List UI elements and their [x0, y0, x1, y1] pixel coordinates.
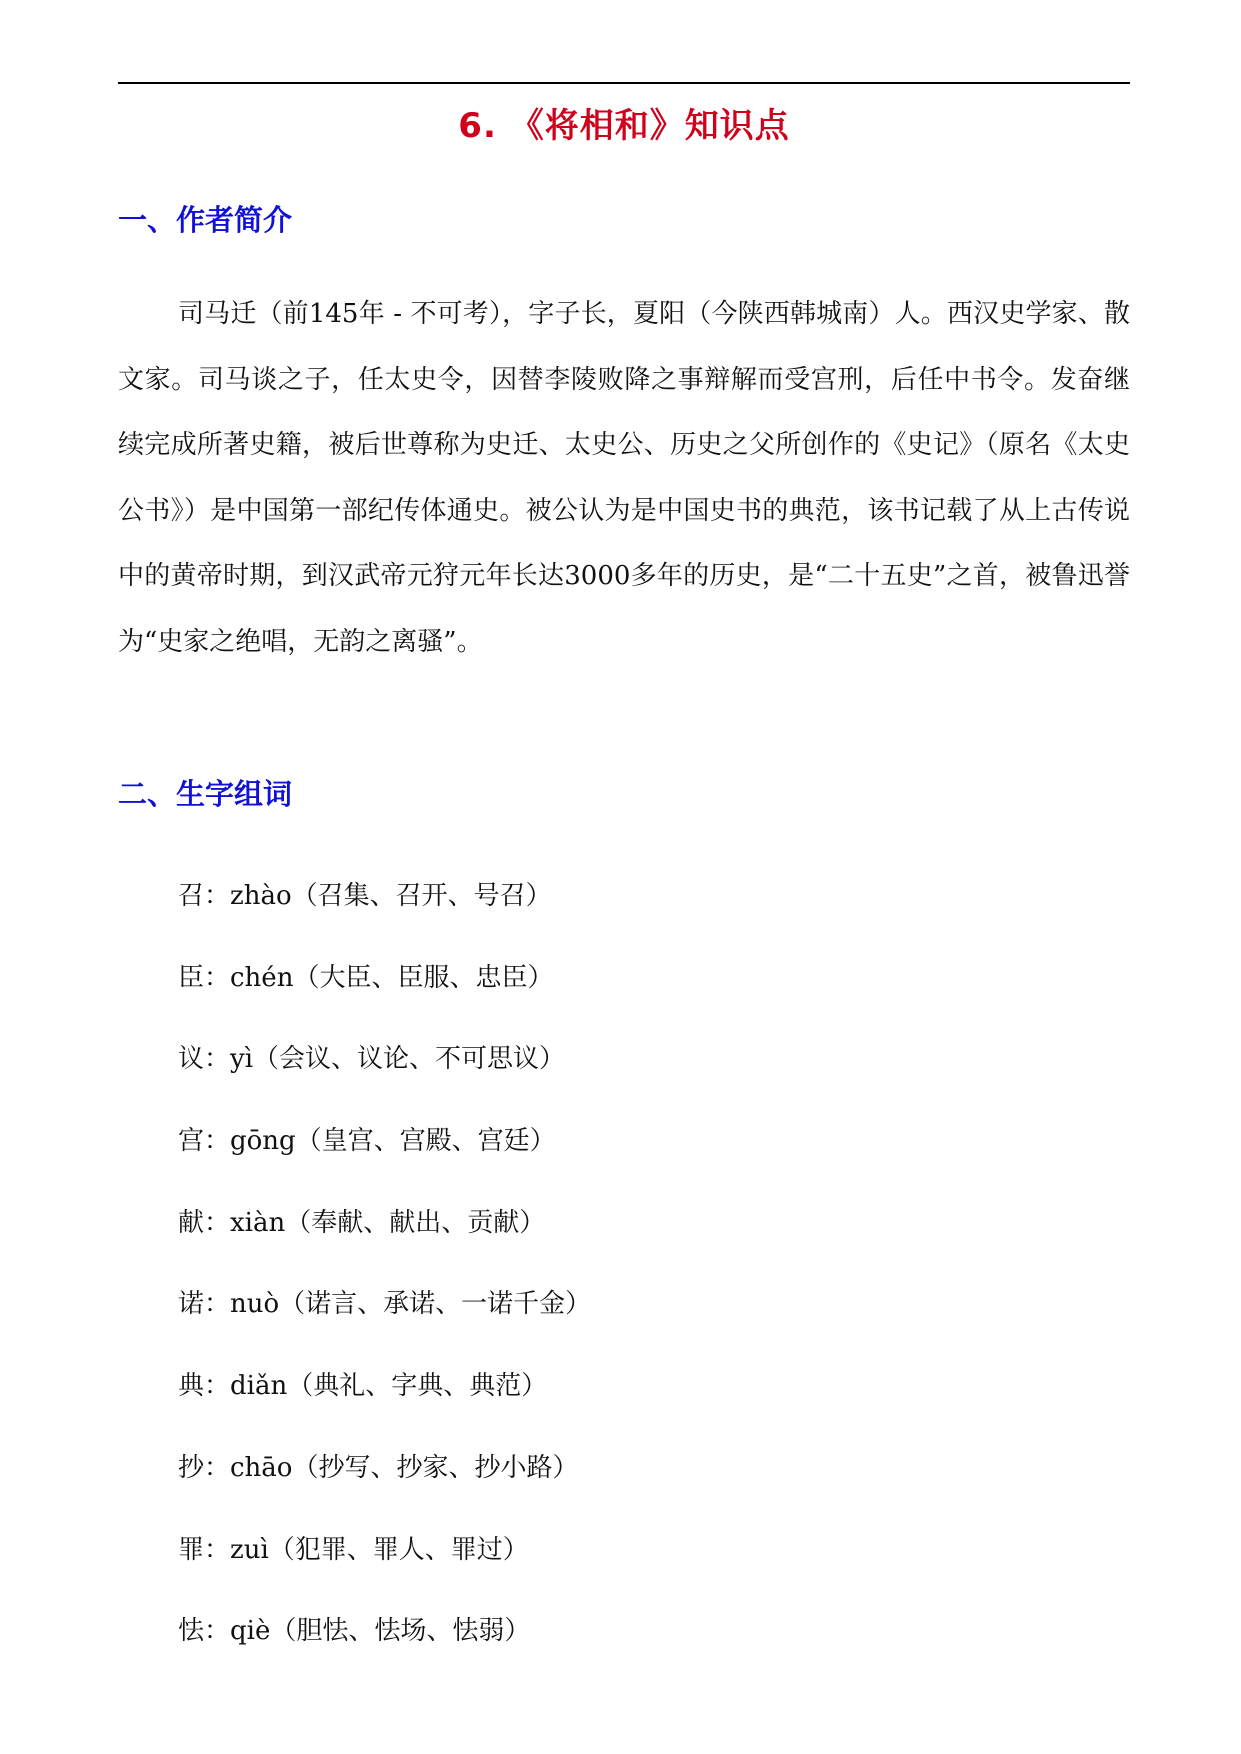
- vocab-item-xian: 献：xiàn（奉献、献出、贡献）: [178, 1207, 546, 1238]
- section-heading-author: 一、作者简介: [118, 203, 293, 237]
- page-title: 6. 《将相和》知识点: [458, 106, 790, 146]
- vocab-item-gong: 宫：gōng（皇宫、宫殿、宫廷）: [178, 1126, 556, 1157]
- section-heading-vocab: 二、生字组词: [118, 777, 293, 811]
- author-intro-paragraph: 司马迁（前145年 - 不可考），字子长，夏阳（今陕西韩城南）人。西汉史学家、散文家。司马谈之子，任太史令，因替李陵败降之事辩解而受宫刑，后任中书令。发奋继续完成所著史籍，被后世尊称为史迁、太史公、历史之父所创作的《史记》（原名《太史公书》）是中国第一部纪传体通史。被公认为是中国史书的典范，该书记载了从上古传说中的黄帝时期，到汉武帝元狩元年长达3000多年的历史，是“二十五史”之首，被鲁迅誉为“史家之绝唱，无韵之离骚”。: [118, 299, 1130, 657]
- vocab-list: [178, 872, 591, 1689]
- vocab-item-qie: 怯：qiè（胆怯、怯场、怯弱）: [178, 1616, 531, 1647]
- top-rule: [118, 82, 1130, 84]
- vocab-item-zui: 罪：zuì（犯罪、罪人、罪过）: [178, 1534, 529, 1565]
- vocab-item-yi: 议：yì（会议、议论、不可思议）: [178, 1044, 566, 1075]
- vocab-item-chao: 抄：chāo（抄写、抄家、抄小路）: [178, 1452, 579, 1483]
- vocab-item-chen: 臣：chén（大臣、臣服、忠臣）: [178, 962, 554, 993]
- vocab-item-zhao: 召：zhào（召集、召开、号召）: [178, 881, 552, 911]
- vocab-item-nuo: 诺：nuò（诺言、承诺、一诺千金）: [178, 1289, 592, 1320]
- vocab-item-dian: 典：diǎn（典礼、字典、典范）: [178, 1371, 548, 1402]
